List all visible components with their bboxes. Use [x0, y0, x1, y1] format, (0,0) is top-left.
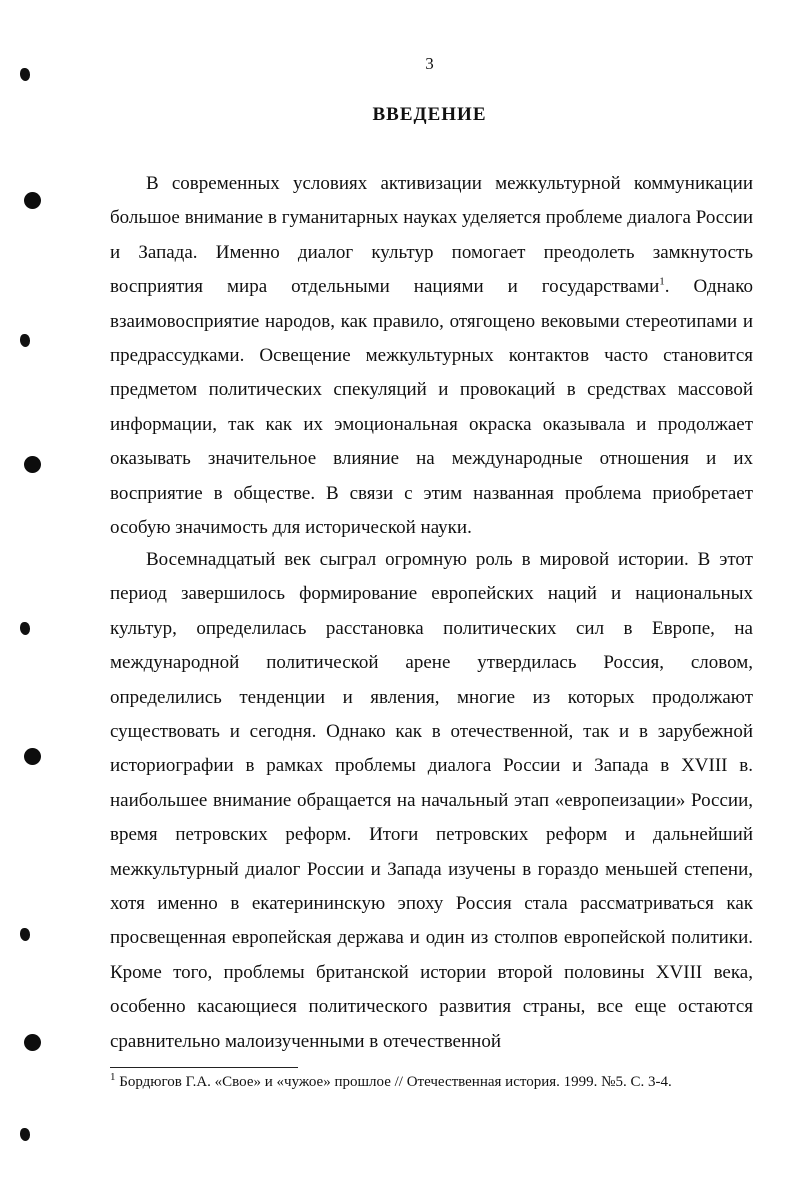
introduction-paragraph-1	[110, 167, 753, 545]
paragraph-text: Восемнадцатый век сыграл огромную роль в мировой истории. В этот период завершилось формирование европейских наций и национальных культур, определилась расстановка политических сил в Европе, на международной политической арене утвердилась Россия, словом, определились тенденции и явления, многие из которых продолжают существовать и сегодня. Однако как в отечественной, так и в зарубежной историографии в рамках проблемы диалога России и Запада в XVIII в. наибольшее внимание обращается на начальный этап «европеизации» России, время петровских реформ. Итоги петровских реформ и дальнейший межкультурный диалог России и Запада изучены в гораздо меньшей степени, хотя именно в екатерининскую эпоху Россия стала рассматриваться как просвещенная европейская держава и один из столпов европейской политики. Кроме того, проблемы британской истории второй половины XVIII века, особенно касающиеся политического развития страны, все еще остаются сравнительно малоизученными в отечественной	[110, 549, 753, 1052]
paragraph-text: В современных условиях активизации межкультурной коммуникации большое внимание в гуманитарных науках уделяется проблеме диалога России и Запада. Именно диалог культур помогает преодолеть замкнутость восприятия мира отдельными нациями и государствами	[110, 173, 753, 298]
footnote-divider	[110, 1067, 298, 1068]
scan-speck-mark	[20, 928, 30, 941]
page-number: 3	[425, 54, 434, 73]
scan-speck-mark	[20, 622, 30, 635]
footnote-reference: 1	[659, 275, 665, 288]
paragraph-text: . Однако взаимовосприятие народов, как правило, отягощено вековыми стереотипами и предрассудками. Освещение межкультурных контактов часто становится предметом политических спекуляций и провокаций в средствах массовой информации, так как их эмоциональная окраска оказывала и продолжает оказывать значительное влияние на международные отношения и их восприятие в обществе. В связи с этим названная проблема приобретает особую значимость для исторической науки.	[110, 276, 753, 539]
binding-hole-mark	[24, 456, 41, 473]
page-title: ВВЕДЕНИЕ	[372, 104, 487, 125]
binding-hole-mark	[24, 192, 41, 209]
introduction-paragraph-2	[110, 543, 753, 1059]
footnote	[110, 1072, 753, 1092]
scan-speck-mark	[20, 334, 30, 347]
binding-hole-mark	[24, 1034, 41, 1051]
footnote-text: Бордюгов Г.А. «Свое» и «чужое» прошлое // Отечественная история. 1999. №5. С. 3-4.	[115, 1074, 672, 1090]
footnote-marker: 1	[110, 1071, 116, 1083]
binding-hole-mark	[24, 748, 41, 765]
scan-speck-mark	[20, 1128, 30, 1141]
